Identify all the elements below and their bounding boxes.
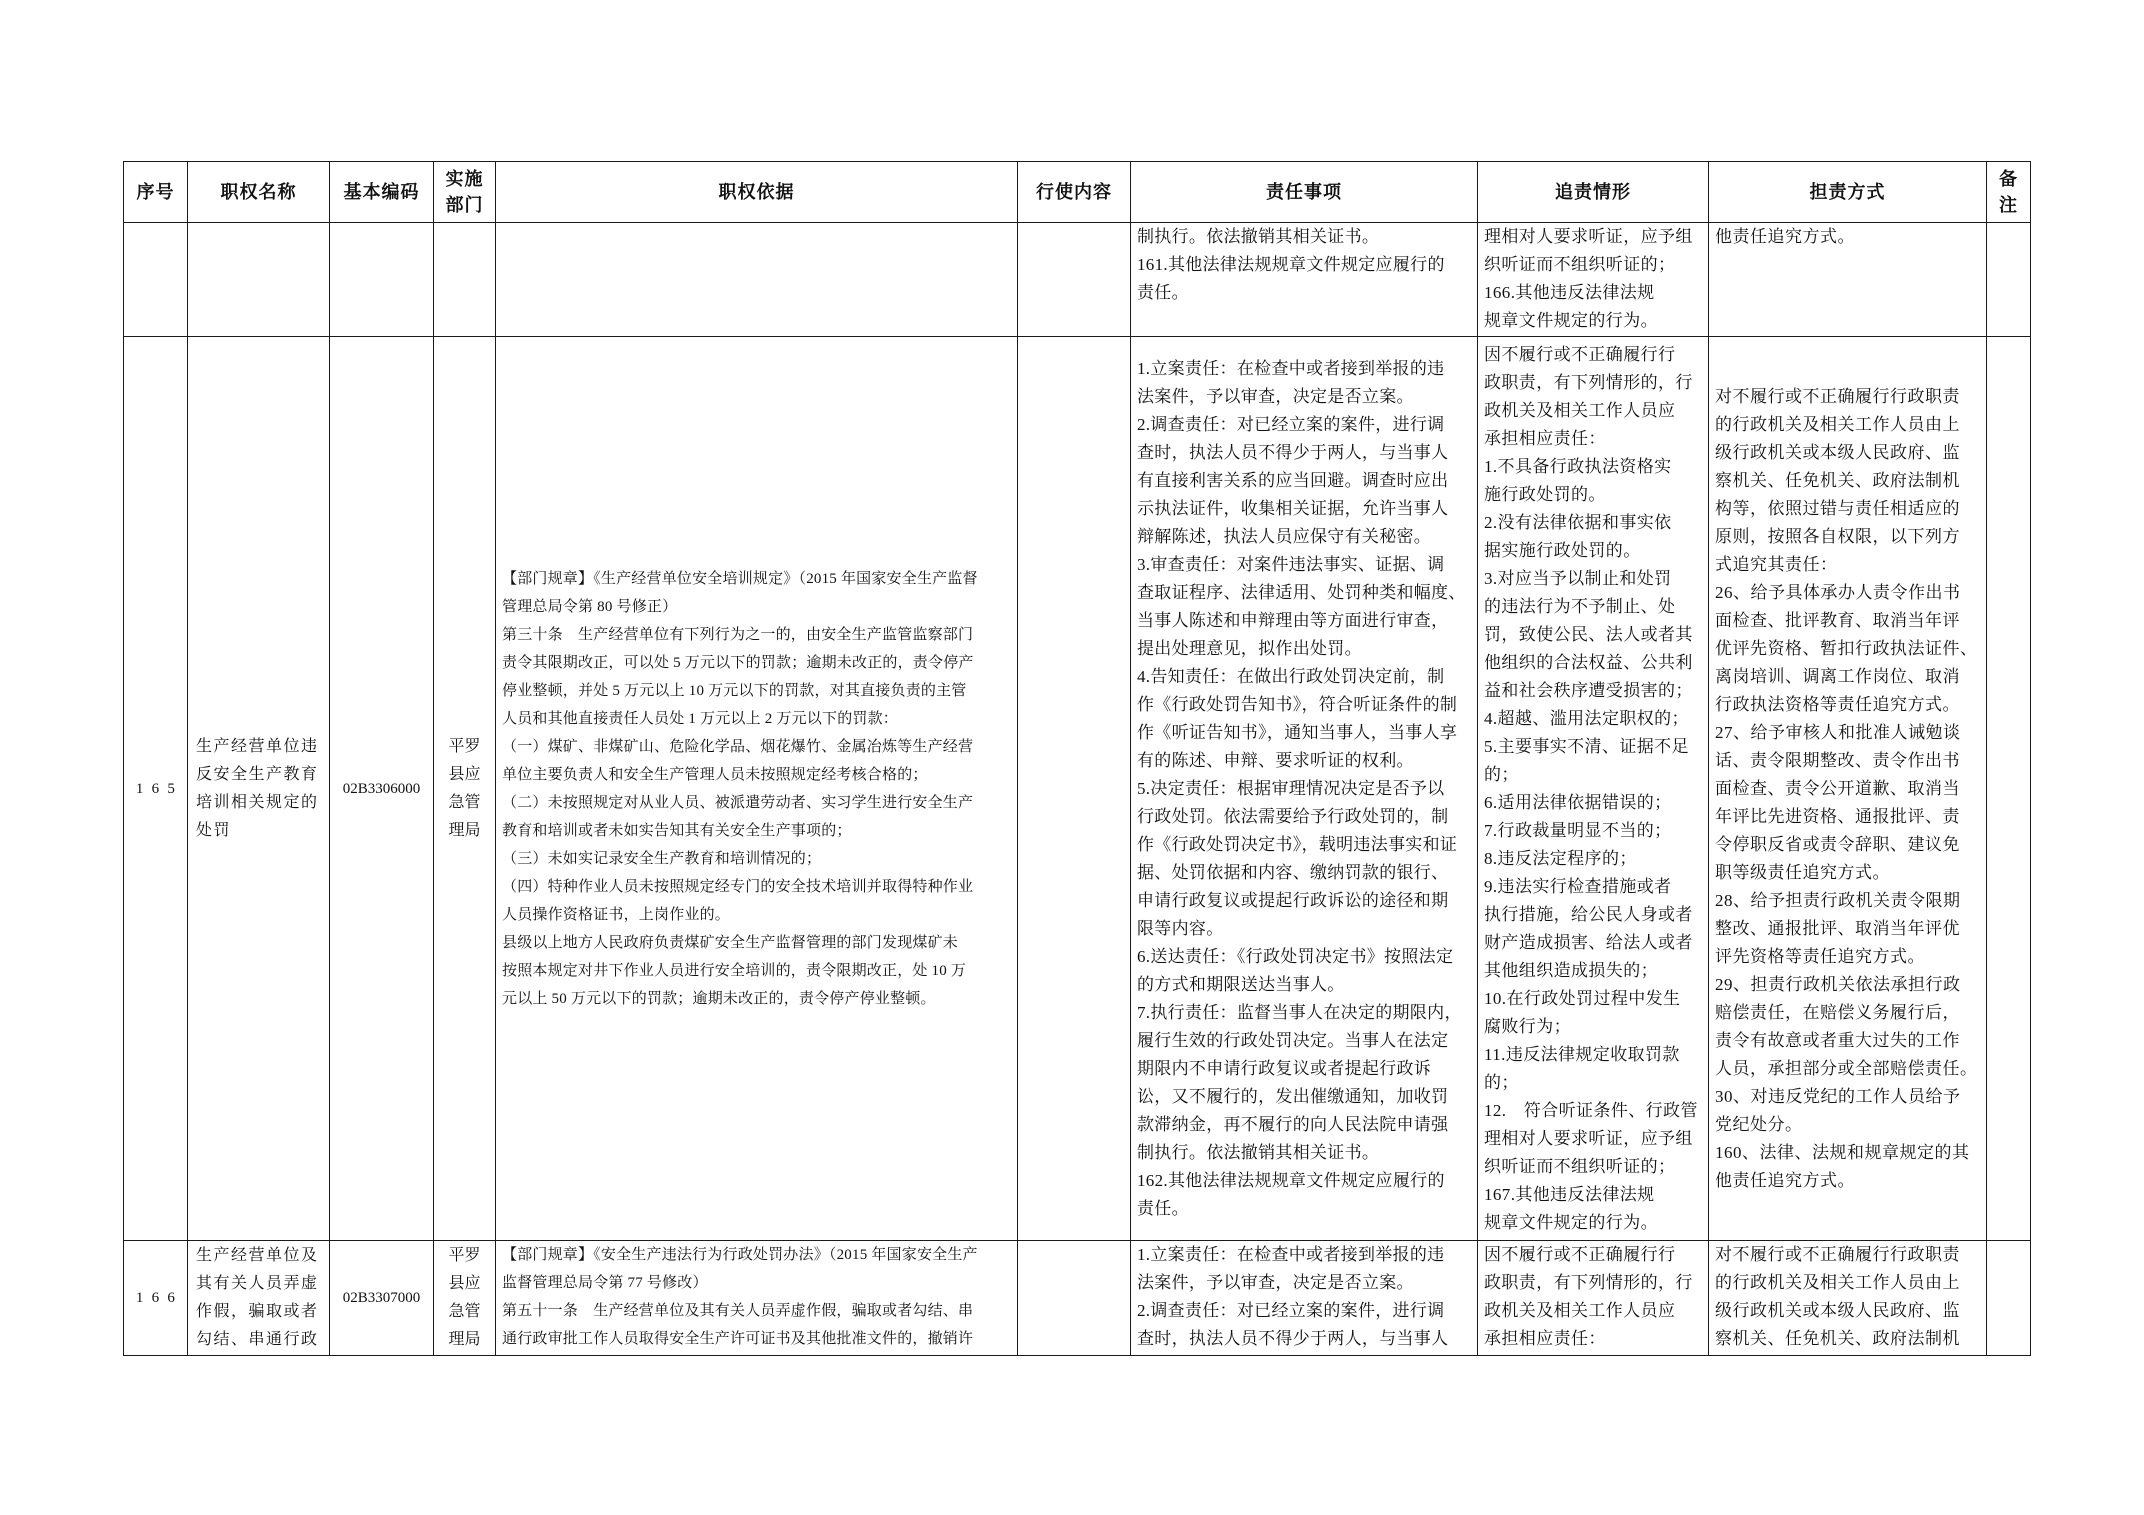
header-name-label: 职权名称	[220, 182, 297, 202]
row-continued-remark	[1987, 223, 2031, 337]
liability-line: 人员，承担部分或全部赔偿责任。	[1715, 1058, 1978, 1078]
header-content	[1018, 162, 1131, 223]
basis-line: （四）特种作业人员未按照规定经专门的安全技术培训并取得特种作业	[502, 878, 974, 895]
accountability-line: 政机关及相关工作人员应	[1484, 400, 1676, 420]
duty-line: 限等内容。	[1137, 918, 1224, 938]
duty-line: 6.送达责任：《行政处罚决定书》按照法定	[1137, 946, 1454, 966]
basis-line: 按照本规定对井下作业人员进行安全培训的，责令限期改正，处 10 万	[502, 962, 967, 979]
accountability-line: 承担相应责任：	[1484, 428, 1606, 448]
liability-line: 他责任追究方式。	[1715, 227, 1855, 246]
row-166-dept	[434, 1241, 496, 1356]
header-basis-label: 职权依据	[718, 182, 795, 202]
dept-line: 理局	[448, 821, 481, 839]
row-continued-seq	[124, 223, 188, 337]
duty-line: 示执法证件，收集相关证据，允许当事人	[1137, 498, 1449, 518]
row-continued-accountability	[1478, 223, 1709, 337]
accountability-line: 其他组织造成损失的；	[1484, 960, 1658, 980]
duty-line: 款滞纳金，再不履行的向人民法院申请强	[1137, 1114, 1449, 1134]
row-code-value: 02B3306000	[342, 780, 421, 797]
duty-line: 查取证程序、法律适用、处罚种类和幅度、	[1137, 582, 1466, 602]
header-duty	[1131, 162, 1478, 223]
row-continued-duty	[1131, 223, 1478, 337]
duty-line: 提出处理意见，拟作出处罚。	[1137, 638, 1362, 658]
row-165-name	[188, 337, 330, 1241]
name-line: 勾结、串通行政	[196, 1331, 319, 1348]
row-165-seq	[124, 337, 188, 1241]
name-line: 作假，骗取或者	[196, 1303, 319, 1320]
duty-line: 当事人陈述和申辩理由等方面进行审查，	[1137, 610, 1449, 630]
accountability-line: 因不履行或不正确履行行	[1484, 1245, 1676, 1264]
row-165-code	[330, 337, 434, 1241]
basis-line: 第五十一条 生产经营单位及其有关人员弄虚作假，骗取或者勾结、串	[502, 1303, 974, 1319]
liability-line: 察机关、任免机关、政府法制机	[1715, 1329, 1960, 1348]
liability-line: 的行政机关及相关工作人员由上	[1715, 1273, 1960, 1292]
name-line: 反安全生产教育	[196, 765, 319, 783]
accountability-line: 9.违法实行检查措施或者	[1484, 876, 1672, 896]
liability-line: 原则，按照各自权限，以下列方	[1715, 526, 1960, 546]
basis-line: （一）煤矿、非煤矿山、危险化学品、烟花爆竹、金属冶炼等生产经营	[502, 738, 974, 755]
row-165-remark	[1987, 337, 2031, 1241]
liability-line: 对不履行或不正确履行行政职责	[1715, 386, 1960, 406]
header-remark	[1987, 162, 2031, 223]
header-code-label: 基本编码	[343, 182, 420, 202]
duty-line: 有直接利害关系的应当回避。调查时应出	[1137, 470, 1449, 490]
accountability-line: 12. 符合听证条件、行政管	[1484, 1100, 1698, 1120]
accountability-line: 他组织的合法权益、公共利	[1484, 652, 1693, 672]
dept-line: 急管	[448, 1303, 481, 1320]
duty-line: 查时，执法人员不得少于两人，与当事人	[1137, 442, 1449, 462]
basis-line: 通行政审批工作人员取得安全生产许可证书及其他批准文件的，撤销许	[502, 1331, 974, 1347]
duty-line: 责任。	[1137, 1198, 1189, 1218]
accountability-line: 11.违反法律规定收取罚款	[1484, 1044, 1680, 1064]
liability-line: 构等，依照过错与责任相适应的	[1715, 498, 1960, 518]
row-continued-name	[188, 223, 330, 337]
accountability-line: 织听证而不组织听证的；	[1484, 1156, 1676, 1176]
basis-line: 人员和其他直接责任人员处 1 万元以上 2 万元以下的罚款：	[502, 710, 899, 727]
row-165-dept	[434, 337, 496, 1241]
name-line: 处罚	[196, 821, 232, 839]
header-accountability	[1478, 162, 1709, 223]
duty-line: 的方式和期限送达当事人。	[1137, 974, 1345, 994]
row-166-accountability	[1478, 1241, 1709, 1356]
duty-line: 制执行。依法撤销其相关证书。	[1137, 227, 1380, 246]
header-liability-label: 担责方式	[1809, 182, 1886, 202]
duty-line: 申请行政复议或提起行政诉讼的途径和期	[1137, 890, 1449, 910]
name-line: 生产经营单位及	[196, 1247, 319, 1264]
accountability-line: 3.对应当予以制止和处罚	[1484, 568, 1672, 588]
basis-line: 人员操作资格证书，上岗作业的。	[502, 906, 731, 923]
duty-line: 161.其他法律法规规章文件规定应履行的	[1137, 255, 1445, 274]
row-166-liability	[1709, 1241, 1987, 1356]
basis-line: 教育和培训或者未如实告知其有关安全生产事项的；	[502, 822, 852, 839]
row-165-duty	[1131, 337, 1478, 1241]
accountability-line: 益和社会秩序遭受损害的；	[1484, 680, 1693, 700]
row-continued-dept	[434, 223, 496, 337]
duty-line: 2.调查责任：对已经立案的案件，进行调	[1137, 414, 1445, 434]
duty-line: 责任。	[1137, 283, 1189, 302]
dept-line: 平罗	[448, 1247, 481, 1264]
basis-line: 管理总局令第 80 号修正）	[502, 598, 678, 615]
duty-line: 作《听证告知书》，通知当事人，当事人享	[1137, 722, 1458, 742]
liability-line: 28、给予担责行政机关责令限期	[1715, 890, 1961, 910]
accountability-line: 执行措施，给公民人身或者	[1484, 904, 1693, 924]
accountability-line: 5.主要事实不清、证据不足	[1484, 736, 1689, 756]
accountability-line: 财产造成损害、给法人或者	[1484, 932, 1693, 952]
responsibility-table	[123, 161, 2031, 1356]
accountability-line: 4.超越、滥用法定职权的；	[1484, 708, 1689, 728]
accountability-line: 6.适用法律依据错误的；	[1484, 792, 1672, 812]
row-166-duty	[1131, 1241, 1478, 1356]
duty-line: 有的陈述、申辩、要求听证的权利。	[1137, 750, 1414, 770]
duty-line: 5.决定责任：根据审理情况决定是否予以	[1137, 778, 1445, 798]
accountability-line: 7.行政裁量明显不当的；	[1484, 820, 1672, 840]
header-content-label: 行使内容	[1036, 182, 1112, 202]
duty-line: 3.审查责任：对案件违法事实、证据、调	[1137, 554, 1445, 574]
liability-line: 对不履行或不正确履行行政职责	[1715, 1245, 1960, 1264]
duty-line: 2.调查责任：对已经立案的案件，进行调	[1137, 1301, 1445, 1320]
basis-line: 【部门规章】《安全生产违法行为行政处罚办法》（2015 年国家安全生产	[502, 1247, 978, 1263]
name-line: 生产经营单位违	[196, 737, 319, 755]
dept-line: 县应	[448, 1275, 481, 1292]
row-seq-number: 166	[135, 1290, 184, 1306]
accountability-line: 织听证而不组织听证的；	[1484, 255, 1676, 274]
name-line: 培训相关规定的	[196, 793, 319, 811]
row-166-seq	[124, 1241, 188, 1356]
basis-line: 监督管理总局令第 77 号修改）	[502, 1275, 708, 1291]
accountability-line: 的；	[1484, 1072, 1519, 1092]
accountability-line: 的；	[1484, 764, 1519, 784]
header-remark-label: 注	[1999, 195, 2018, 215]
accountability-line: 167.其他违反法律法规	[1484, 1184, 1655, 1204]
duty-line: 制执行。依法撤销其相关证书。	[1137, 1142, 1380, 1162]
duty-line: 查时，执法人员不得少于两人，与当事人	[1137, 1329, 1449, 1348]
liability-line: 的行政机关及相关工作人员由上	[1715, 414, 1960, 434]
header-remark-label: 备	[1999, 169, 2018, 189]
duty-line: 履行生效的行政处罚决定。当事人在法定	[1137, 1030, 1449, 1050]
header-seq-label: 序号	[136, 182, 175, 202]
header-seq	[124, 162, 188, 223]
basis-line: 单位主要负责人和安全生产管理人员未按照规定经考核合格的；	[502, 766, 928, 783]
accountability-line: 规章文件规定的行为。	[1484, 1212, 1658, 1232]
accountability-line: 承担相应责任：	[1484, 1329, 1606, 1348]
liability-line: 整改、通报批评、取消当年评优	[1715, 918, 1960, 938]
accountability-line: 罚，致使公民、法人或者其	[1484, 624, 1693, 644]
dept-line: 急管	[448, 793, 481, 811]
liability-line: 29、担责行政机关依法承担行政	[1715, 974, 1961, 994]
liability-line: 话、责令限期整改、责令作出书	[1715, 750, 1960, 770]
duty-line: 行政处罚。依法需要给予行政处罚的，制	[1137, 806, 1449, 826]
row-continued-basis	[496, 223, 1018, 337]
liability-line: 优评先资格、暂扣行政执法证件、	[1715, 638, 1978, 658]
header-dept-label: 部门	[445, 195, 484, 215]
liability-line: 行政执法资格等责任追究方式。	[1715, 694, 1960, 714]
basis-line: （二）未按照规定对从业人员、被派遣劳动者、实习学生进行安全生产	[502, 794, 974, 811]
name-line: 其有关人员弄虚	[196, 1275, 319, 1292]
liability-line: 30、对违反党纪的工作人员给予	[1715, 1086, 1961, 1106]
header-liability	[1709, 162, 1987, 223]
duty-line: 1.立案责任：在检查中或者接到举报的违	[1137, 1245, 1445, 1264]
accountability-line: 施行政处罚的。	[1484, 484, 1606, 504]
accountability-line: 理相对人要求听证，应予组	[1484, 227, 1693, 246]
row-165-liability	[1709, 337, 1987, 1241]
liability-line: 令停职反省或责令辞职、建议免	[1715, 834, 1960, 854]
header-basis	[496, 162, 1018, 223]
duty-line: 7.执行责任：监督当事人在决定的期限内，	[1137, 1002, 1462, 1022]
row-166-code	[330, 1241, 434, 1356]
duty-line: 据、处罚依据和内容、缴纳罚款的银行、	[1137, 862, 1449, 882]
accountability-line: 10.在行政处罚过程中发生	[1484, 988, 1681, 1008]
duty-line: 162.其他法律法规规章文件规定应履行的	[1137, 1170, 1445, 1190]
accountability-line: 8.违反法定程序的；	[1484, 848, 1637, 868]
duty-line: 1.立案责任：在检查中或者接到举报的违	[1137, 358, 1445, 378]
duty-line: 作《行政处罚告知书》，符合听证条件的制	[1137, 694, 1458, 714]
duty-line: 法案件，予以审查，决定是否立案。	[1137, 386, 1414, 406]
row-continued-content	[1018, 223, 1131, 337]
header-duty-label: 责任事项	[1266, 182, 1342, 202]
basis-line: 县级以上地方人民政府负责煤矿安全生产监督管理的部门发现煤矿未	[502, 934, 959, 951]
basis-line: 责令其限期改正，可以处 5 万元以下的罚款；逾期未改正的，责令停产	[502, 654, 974, 671]
basis-line: （三）未如实记录安全生产教育和培训情况的；	[502, 850, 822, 867]
liability-line: 赔偿责任，在赔偿义务履行后，	[1715, 1002, 1960, 1022]
accountability-line: 规章文件规定的行为。	[1484, 311, 1658, 330]
row-seq-number: 165	[135, 780, 184, 797]
duty-line: 讼，又不履行的，发出催缴通知，加收罚	[1137, 1086, 1449, 1106]
liability-line: 面检查、批评教育、取消当年评	[1715, 610, 1960, 630]
duty-line: 法案件，予以审查，决定是否立案。	[1137, 1273, 1414, 1292]
liability-line: 式追究其责任：	[1715, 554, 1838, 574]
liability-line: 年评比先进资格、通报批评、责	[1715, 806, 1960, 826]
liability-line: 26、给予具体承办人责令作出书	[1715, 582, 1961, 602]
accountability-line: 政机关及相关工作人员应	[1484, 1301, 1676, 1320]
header-code	[330, 162, 434, 223]
header-accountability-label: 追责情形	[1555, 182, 1631, 202]
row-165-basis	[496, 337, 1018, 1241]
dept-line: 平罗	[448, 737, 481, 755]
accountability-line: 2.没有法律依据和事实依	[1484, 512, 1672, 532]
accountability-line: 1.不具备行政执法资格实	[1484, 456, 1672, 476]
liability-line: 离岗培训、调离工作岗位、取消	[1715, 666, 1960, 686]
duty-line: 辩解陈述，执法人员应保守有关秘密。	[1137, 526, 1432, 546]
row-165-content	[1018, 337, 1131, 1241]
header-dept	[434, 162, 496, 223]
liability-line: 责令有故意或者重大过失的工作	[1715, 1030, 1960, 1050]
liability-line: 27、给予审核人和批准人诫勉谈	[1715, 722, 1961, 742]
basis-line: 停业整顿，并处 5 万元以上 10 万元以下的罚款，对其直接负责的主管	[502, 682, 967, 699]
row-166-content	[1018, 1241, 1131, 1356]
row-166-remark	[1987, 1241, 2031, 1356]
liability-line: 160、法律、法规和规章规定的其	[1715, 1142, 1970, 1162]
basis-line: 元以上 50 万元以下的罚款；逾期未改正的，责令停产停业整顿。	[502, 990, 936, 1007]
accountability-line: 因不履行或不正确履行行	[1484, 344, 1676, 364]
dept-line: 县应	[448, 765, 481, 783]
header-name	[188, 162, 330, 223]
liability-line: 级行政机关或本级人民政府、监	[1715, 1301, 1960, 1320]
row-165-accountability	[1478, 337, 1709, 1241]
liability-line: 职等级责任追究方式。	[1715, 862, 1890, 882]
basis-line: 【部门规章】《生产经营单位安全培训规定》（2015 年国家安全生产监督	[502, 570, 978, 587]
row-166-name	[188, 1241, 330, 1356]
dept-line: 理局	[448, 1331, 481, 1348]
duty-line: 4.告知责任：在做出行政处罚决定前，制	[1137, 666, 1445, 686]
liability-line: 面检查、责令公开道歉、取消当	[1715, 778, 1960, 798]
row-166-basis	[496, 1241, 1018, 1356]
row-continued-code	[330, 223, 434, 337]
accountability-line: 166.其他违反法律法规	[1484, 283, 1655, 302]
accountability-line: 腐败行为；	[1484, 1016, 1571, 1036]
accountability-line: 理相对人要求听证，应予组	[1484, 1128, 1693, 1148]
duty-line: 期限内不申请行政复议或者提起行政诉	[1137, 1058, 1432, 1078]
accountability-line: 的违法行为不予制止、处	[1484, 596, 1676, 616]
basis-line: 第三十条 生产经营单位有下列行为之一的，由安全生产监管监察部门	[502, 626, 974, 643]
header-dept-label: 实施	[445, 169, 484, 189]
liability-line: 评先资格等责任追究方式。	[1715, 946, 1925, 966]
accountability-line: 政职责，有下列情形的，行	[1484, 1273, 1693, 1292]
liability-line: 党纪处分。	[1715, 1114, 1803, 1134]
accountability-line: 据实施行政处罚的。	[1484, 540, 1641, 560]
liability-line: 级行政机关或本级人民政府、监	[1715, 442, 1960, 462]
row-code-value: 02B3307000	[342, 1290, 421, 1306]
accountability-line: 政职责，有下列情形的，行	[1484, 372, 1693, 392]
duty-line: 作《行政处罚决定书》，载明违法事实和证	[1137, 834, 1458, 854]
row-continued-liability	[1709, 223, 1987, 337]
liability-line: 他责任追究方式。	[1715, 1170, 1855, 1190]
liability-line: 察机关、任免机关、政府法制机	[1715, 470, 1960, 490]
